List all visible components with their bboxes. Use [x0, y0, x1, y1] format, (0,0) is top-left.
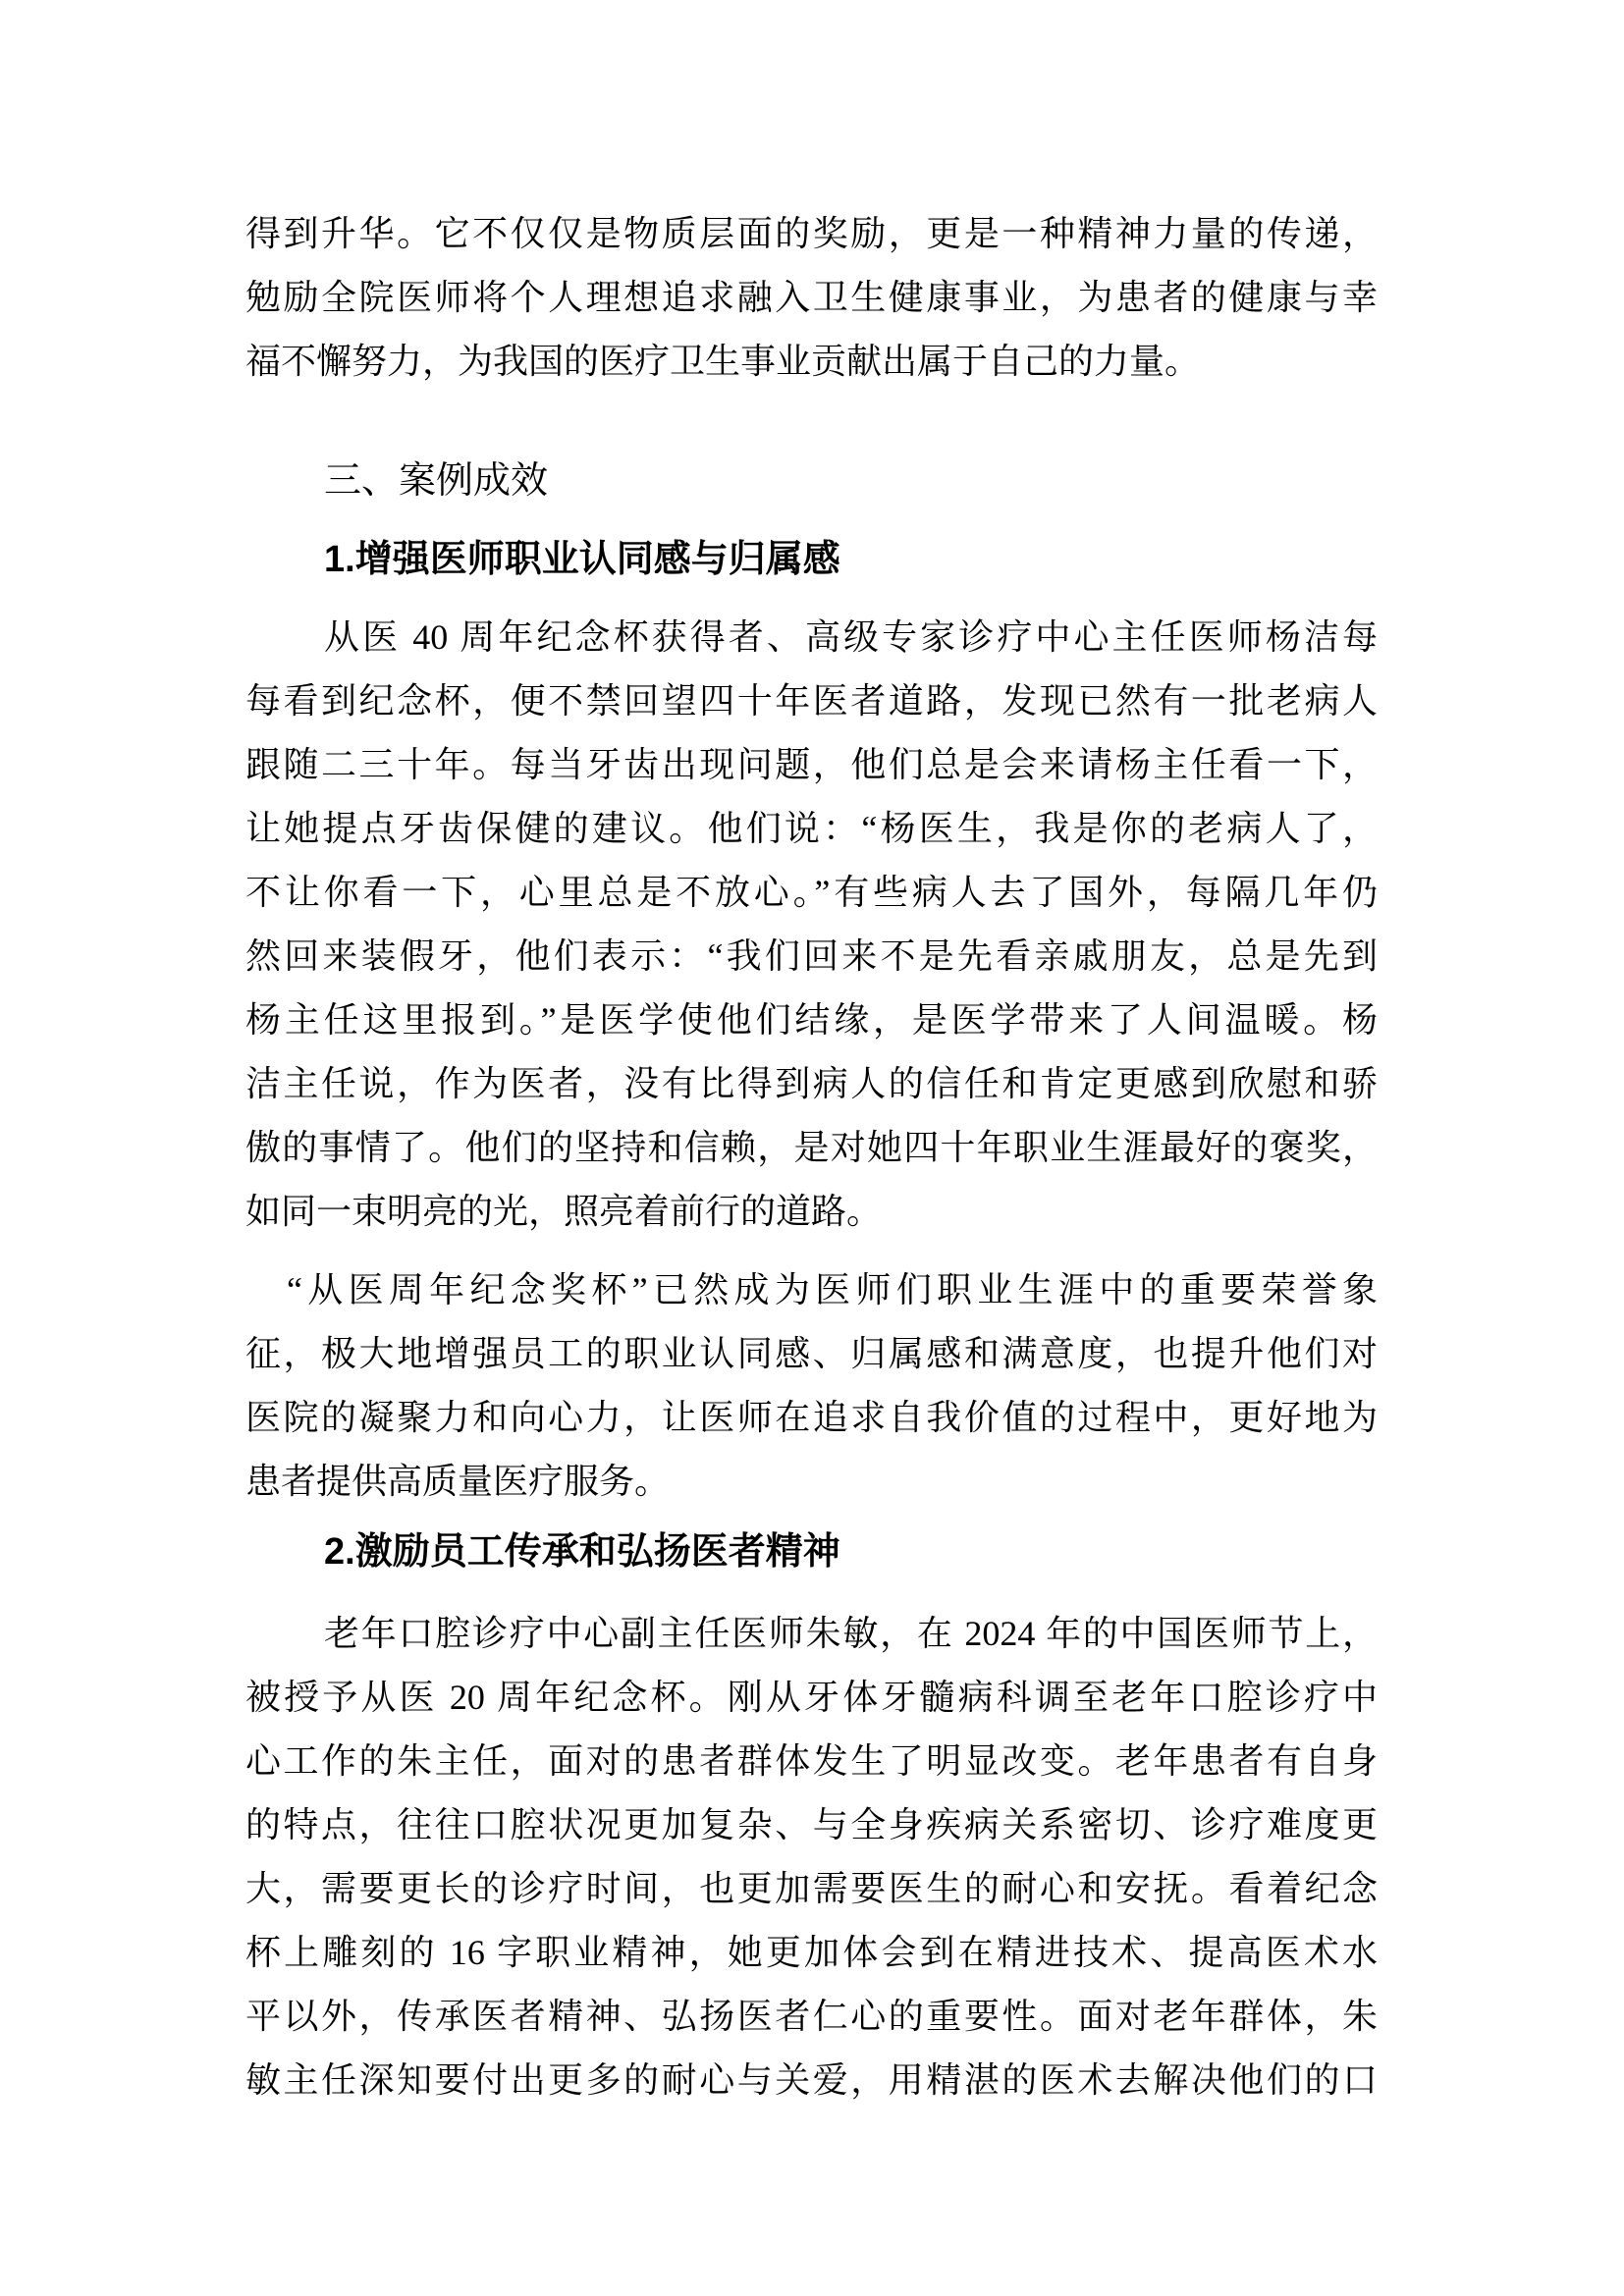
text-line: 勉励全院医师将个人理想追求融入卫生健康事业，为患者的健康与幸 [245, 278, 1378, 317]
text-line: 的特点，往往口腔状况更加复杂、与全身疾病关系密切、诊疗难度更 [245, 1805, 1378, 1844]
text-line: 洁主任说，作为医者，没有比得到病人的信任和肯定更感到欣慰和骄 [245, 1064, 1378, 1103]
text-line: 医院的凝聚力和向心力，让医师在追求自我价值的过程中，更好地为 [245, 1398, 1378, 1437]
text-line: 被授予从医 20 周年纪念杯。刚从牙体牙髓病科调至老年口腔诊疗中 [245, 1678, 1378, 1717]
paragraph-award-meaning [245, 202, 1378, 394]
text-line: 患者提供高质量医疗服务。 [245, 1462, 671, 1501]
text-line: 得到升华。它不仅仅是物质层面的奖励，更是一种精神力量的传递， [245, 214, 1378, 253]
text-line: 不让你看一下，心里总是不放心。”有些病人去了国外，每隔几年仍 [245, 873, 1378, 912]
subheading-identity-belonging [245, 528, 1378, 592]
text-line: 福不懈努力，为我国的医疗卫生事业贡献出属于自己的力量。 [245, 342, 1201, 381]
text-line: 大，需要更长的诊疗时间，也更加需要医生的耐心和安抚。看着纪念 [245, 1869, 1378, 1908]
text-line: 三、案例成效 [324, 460, 549, 502]
text-line: 敏主任深知要付出更多的耐心与关爱，用精湛的医术去解决他们的口 [245, 2060, 1378, 2100]
text-line: 从医 40 周年纪念杯获得者、高级专家诊疗中心主任医师杨洁每 [324, 617, 1378, 657]
text-line: 如同一束明亮的光，照亮着前行的道路。 [245, 1192, 883, 1231]
text-line: 跟随二三十年。每当牙齿出现问题，他们总是会来请杨主任看一下， [245, 745, 1378, 784]
section-heading-case-results [245, 450, 1378, 513]
text-line: 每看到纪念杯，便不禁回望四十年医者道路，发现已然有一批老病人 [245, 681, 1378, 721]
text-line: 让她提点牙齿保健的建议。他们说：“杨医生，我是你的老病人了， [245, 809, 1378, 848]
paragraph-trophy-significance [245, 1258, 1378, 1514]
paragraph-zhumin-story [245, 1602, 1378, 2112]
text-line: 心工作的朱主任，面对的患者群体发生了明显改变。老年患者有自身 [245, 1741, 1378, 1781]
subheading-inherit-spirit [245, 1521, 1378, 1584]
text-line: 平以外，传承医者精神、弘扬医者仁心的重要性。面对老年群体，朱 [245, 1997, 1378, 2036]
text-line: 杯上雕刻的 16 字职业精神，她更加体会到在精进技术、提高医术水 [245, 1933, 1378, 1972]
text-line: 1.增强医师职业认同感与归属感 [324, 539, 840, 580]
text-line: 征，极大地增强员工的职业认同感、归属感和满意度，也提升他们对 [245, 1334, 1378, 1373]
text-line: 2.激励员工传承和弘扬医者精神 [324, 1531, 840, 1573]
text-line: 老年口腔诊疗中心副主任医师朱敏，在 2024 年的中国医师节上， [324, 1614, 1378, 1653]
paragraph-yangjie-story [245, 606, 1378, 1244]
document-content [245, 202, 1378, 2112]
text-line: 杨主任这里报到。”是医学使他们结缘，是医学带来了人间温暖。杨 [245, 1000, 1378, 1040]
text-line: “从医周年纪念奖杯”已然成为医师们职业生涯中的重要荣誉象 [287, 1270, 1378, 1309]
text-line: 傲的事情了。他们的坚持和信赖，是对她四十年职业生涯最好的褒奖， [245, 1128, 1378, 1167]
text-line: 然回来装假牙，他们表示：“我们回来不是先看亲戚朋友，总是先到 [245, 936, 1378, 976]
